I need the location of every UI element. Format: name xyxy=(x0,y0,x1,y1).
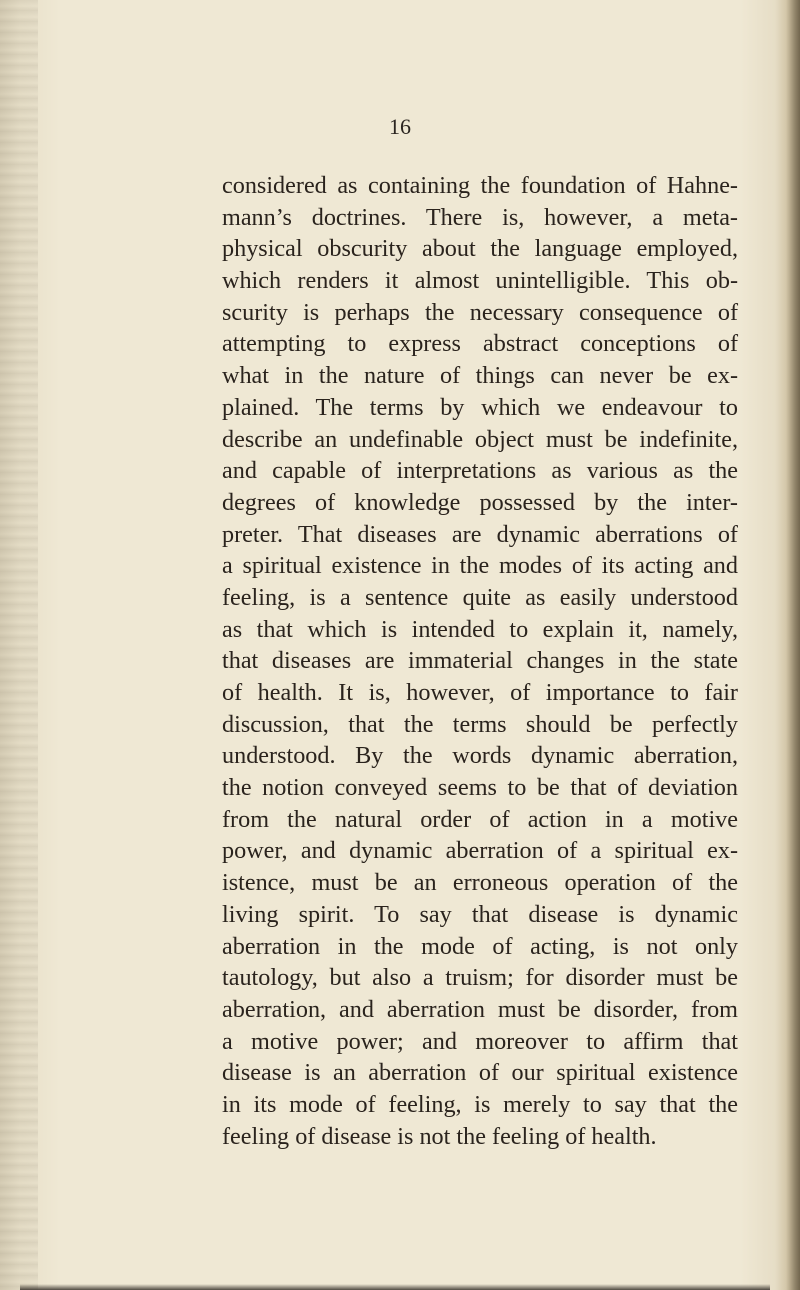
text-line: istence, must be an erroneous operation of the xyxy=(222,869,738,897)
text-line: understood. By the words dynamic aberration, xyxy=(222,742,738,770)
text-line: and capable of interpretations as various as the xyxy=(222,457,738,485)
page-number: 16 xyxy=(389,114,411,139)
text-line: preter. That diseases are dynamic aberrations of xyxy=(222,520,738,548)
page-edge-bottom xyxy=(20,1284,770,1290)
text-line: in its mode of feeling, is merely to say that the xyxy=(222,1090,738,1118)
text-line: living spirit. To say that disease is dynamic xyxy=(222,900,738,928)
text-line: a spiritual existence in the modes of its acting and xyxy=(222,552,738,580)
text-line: that diseases are immaterial changes in the state xyxy=(222,647,738,675)
text-line: feeling, is a sentence quite as easily understood xyxy=(222,583,738,611)
text-line: describe an undefinable object must be indefinite, xyxy=(222,425,738,453)
text-line: discussion, that the terms should be perfectly xyxy=(222,710,738,738)
binding-shadow-left xyxy=(0,0,38,1290)
text-line: degrees of knowledge possessed by the inter- xyxy=(222,488,738,516)
text-line: aberration in the mode of acting, is not only xyxy=(222,932,738,960)
text-line: considered as containing the foundation of Hahne- xyxy=(222,172,738,199)
text-line: the notion conveyed seems to be that of deviation xyxy=(222,774,738,802)
text-line: physical obscurity about the language employed, xyxy=(222,235,738,263)
text-line: plained. The terms by which we endeavour to xyxy=(222,393,738,421)
text-line: a motive power; and moreover to affirm that xyxy=(222,1027,738,1055)
text-line: disease is an aberration of our spiritual existence xyxy=(222,1059,738,1087)
text-line: from the natural order of action in a motive xyxy=(222,805,738,833)
text-line: tautology, but also a truism; for disorder must be xyxy=(222,964,738,992)
text-line: which renders it almost unintelligible. This ob- xyxy=(222,267,738,295)
text-line: feeling of disease is not the feeling of health. xyxy=(222,1122,657,1150)
text-line: as that which is intended to explain it, namely, xyxy=(222,615,738,643)
text-line: attempting to express abstract conceptions of xyxy=(222,330,738,358)
text-line: scurity is perhaps the necessary consequence of xyxy=(222,298,738,326)
text-line: what in the nature of things can never be ex- xyxy=(222,362,738,390)
page-edge-right xyxy=(786,0,800,1290)
text-line: power, and dynamic aberration of a spiritual ex- xyxy=(222,837,738,865)
body-paragraph xyxy=(222,170,738,1152)
text-line: mann’s doctrines. There is, however, a meta- xyxy=(222,203,738,231)
text-line: of health. It is, however, of importance to fair xyxy=(222,679,738,706)
text-line: aberration, and aberration must be disorder, from xyxy=(222,995,738,1023)
